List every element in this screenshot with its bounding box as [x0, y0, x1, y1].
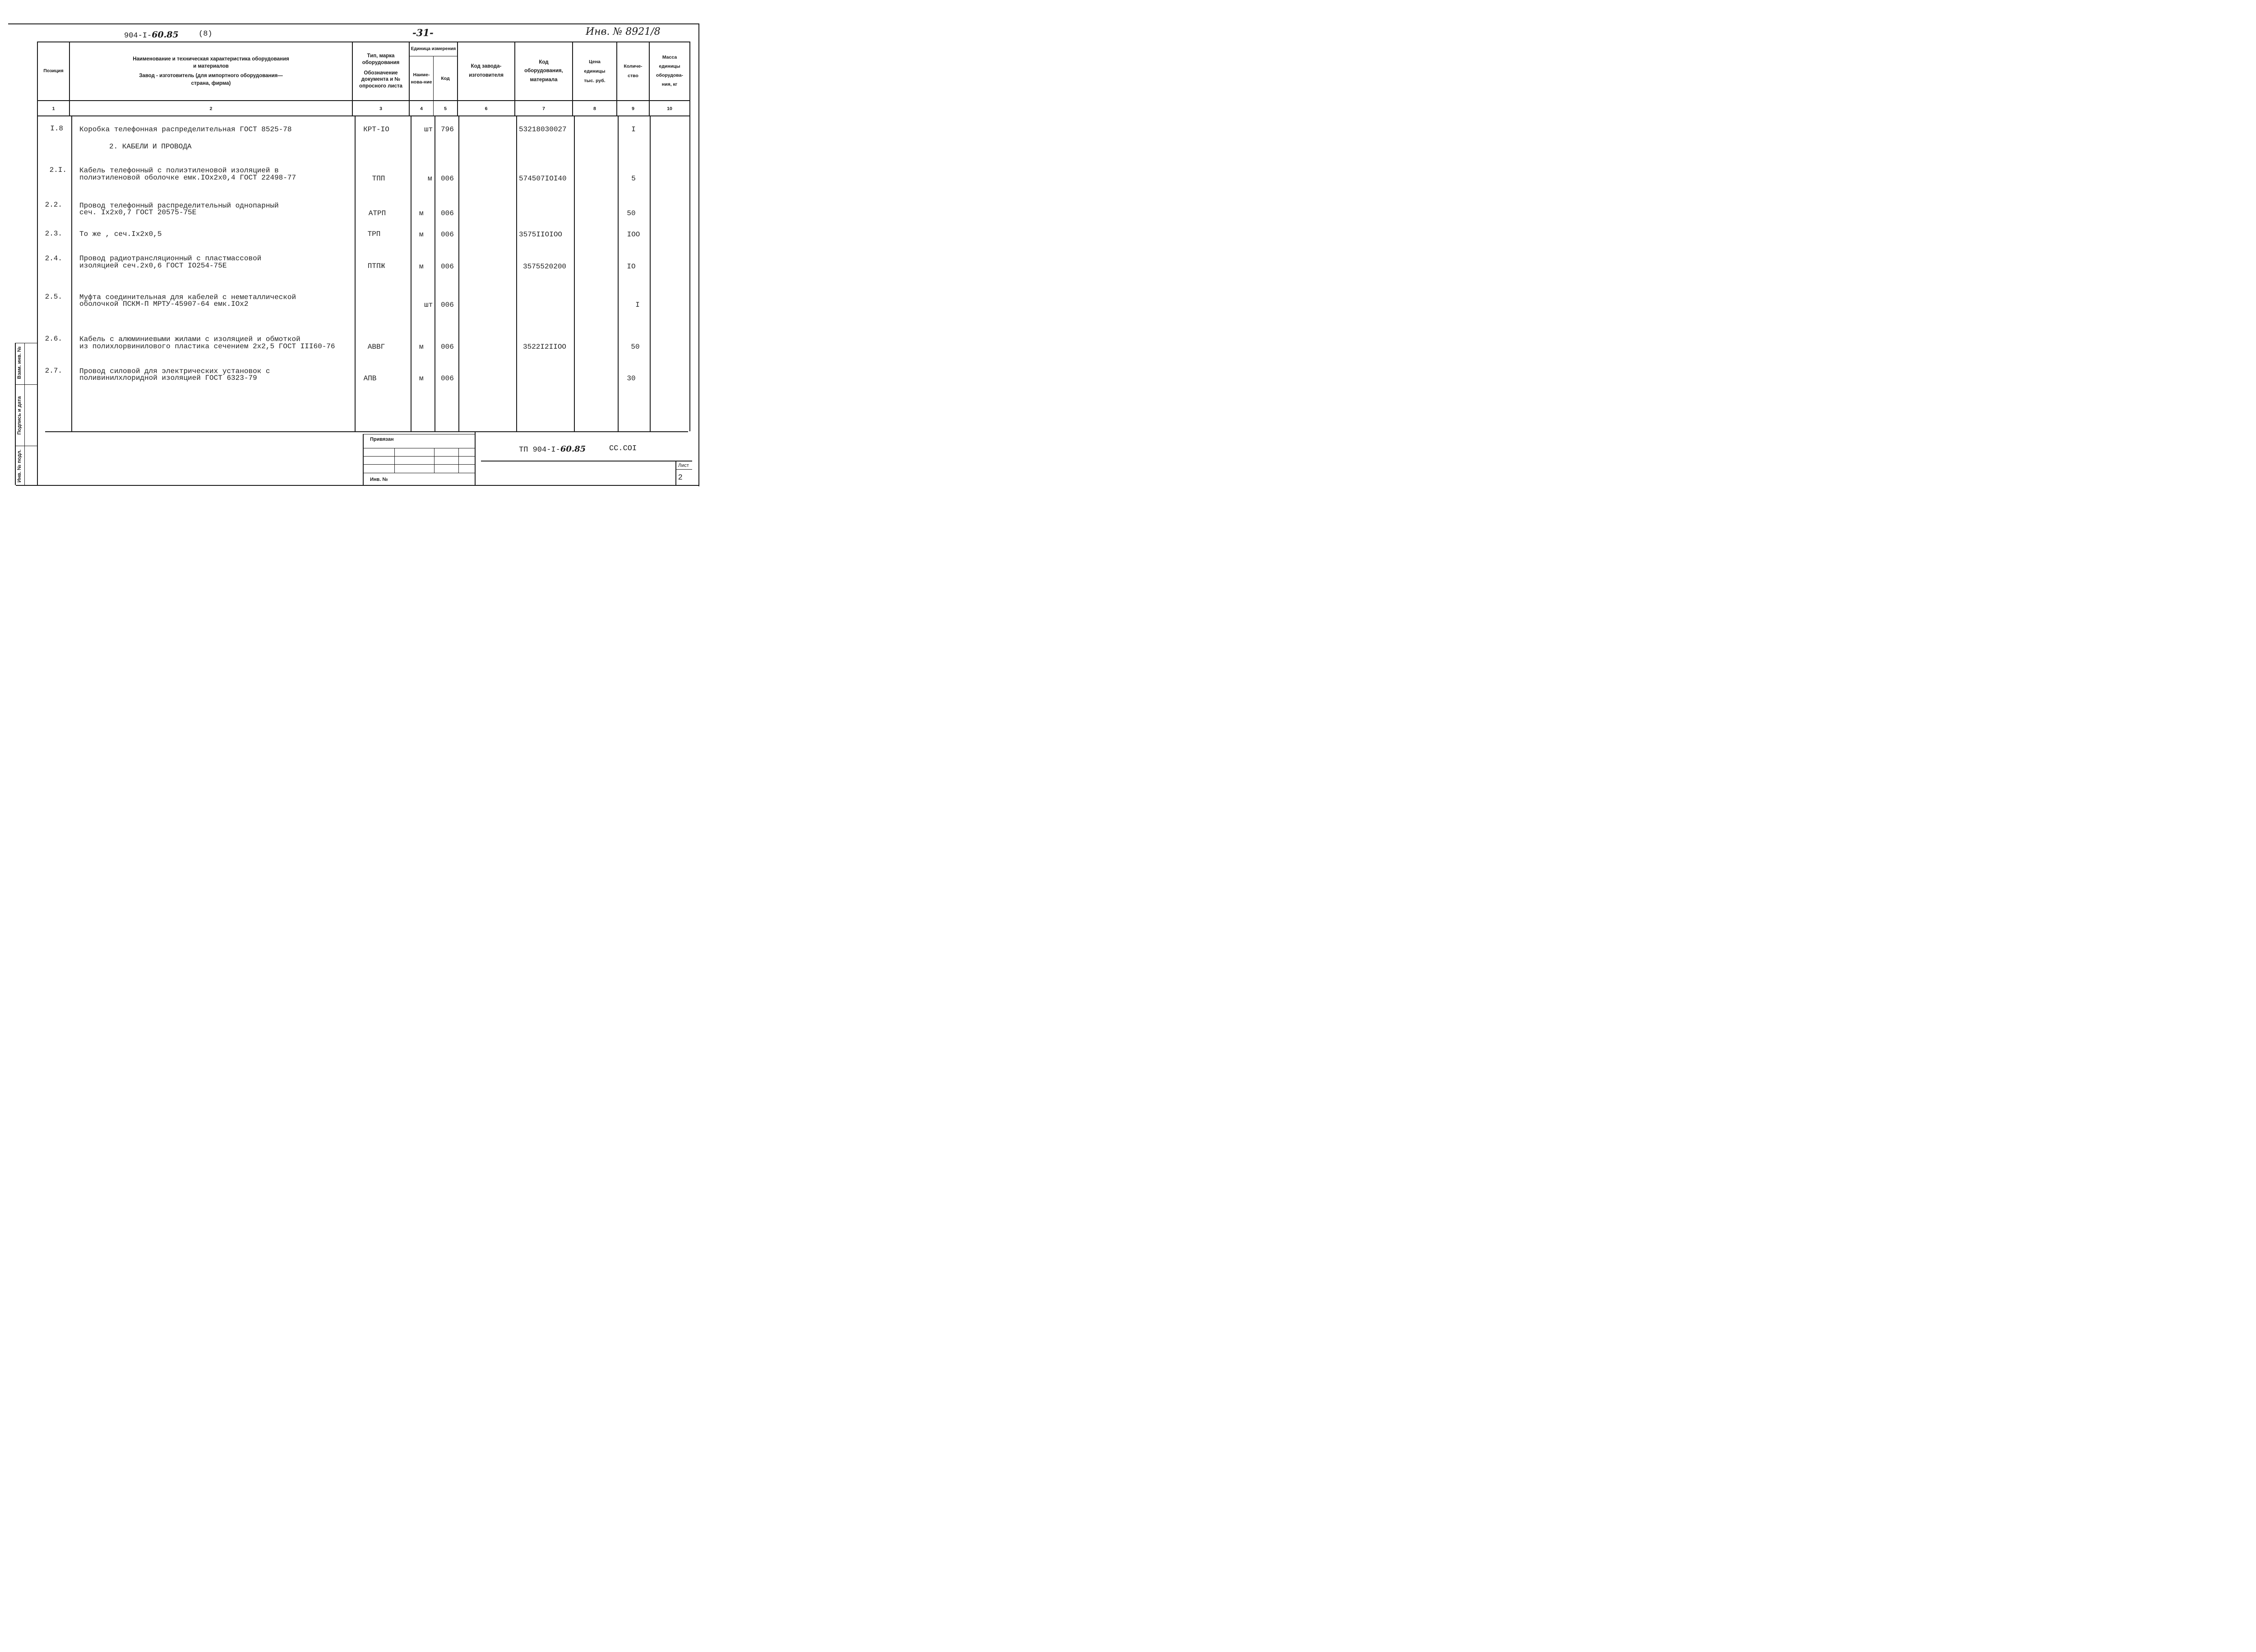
vline-7-body: [574, 116, 575, 431]
row-unit-code: 006: [441, 374, 454, 383]
row-unit: м: [428, 175, 432, 183]
row-type: КРТ-IO: [363, 125, 389, 134]
left-strip-sign-date: Подпись и дата: [17, 396, 22, 435]
row-item-code: 574507IOI40: [519, 175, 567, 183]
row-name-line1: Кабель с алюминиевыми жилами с изоляцией и обмоткой: [79, 335, 300, 343]
row-unit-code: 006: [441, 263, 454, 271]
row-position: 2.6.: [45, 335, 62, 343]
header-type-document: Обозначение документа и № опросного листа: [359, 70, 402, 89]
row-quantity: 30: [627, 374, 636, 383]
header-unit-code: Код: [441, 76, 450, 82]
row-name-line1: Провод телефонный распределительный однопарный: [79, 202, 279, 210]
row-unit-code: 006: [441, 209, 454, 217]
colnum-7: 7: [542, 106, 545, 111]
header-name-line1: Наименование и техническая характеристика оборудования: [133, 56, 289, 62]
row-unit-code: 006: [441, 175, 454, 183]
stamp-grid-vline-3: [458, 448, 459, 473]
row-item-code: 53218030027: [519, 125, 567, 134]
row-quantity: 50: [627, 209, 636, 217]
row-unit-code: 796: [441, 125, 454, 134]
left-strip-replace-inv: Взам. инв. №: [17, 346, 22, 379]
row-quantity: I: [631, 125, 636, 134]
row-item-code: 3522I2IIOO: [523, 343, 567, 351]
row-name-line2: сеч. Ix2x0,7 ГОСТ 20575-75Е: [79, 208, 197, 217]
row-unit-code: 006: [441, 343, 454, 351]
header-unit-name: Наиме-нова-ние: [411, 72, 432, 85]
stamp-doc-code-typed: ТП 904-I-: [519, 446, 560, 454]
left-strip-right-line: [37, 343, 38, 485]
row-unit-code: 006: [441, 301, 454, 309]
header-mass: Масса единицы оборудова-ния, кг: [656, 55, 683, 87]
header-item-code: Код оборудования, материала: [524, 59, 563, 83]
sheet-number: 2: [678, 473, 683, 481]
stamp-grid-vline-1: [394, 448, 395, 473]
stamp-left-box-right: [475, 432, 476, 485]
sheet-box-divider: [675, 469, 692, 470]
row-name-line2: изоляцией сеч.2x0,6 ГОСТ IO254-75Е: [79, 262, 227, 270]
row-position: I.8: [50, 125, 63, 133]
header-name: [70, 42, 352, 100]
row-name-line2: из полихлорвинилового пластика сечением 2x2,5 ГОСТ III60-76: [79, 342, 335, 351]
stamp-bound-label: Привязан: [370, 437, 394, 442]
row-unit: м: [419, 374, 424, 383]
row-item-code: 3575IIOIOO: [519, 231, 563, 239]
header-name-line3: Завод - изготовитель (для импортного оборудования—: [139, 73, 283, 78]
row-unit: шт: [424, 301, 433, 309]
row-type: АТРП: [368, 209, 386, 217]
doc-code-handwritten: 60.85: [152, 30, 179, 40]
row-type: ПТПЖ: [367, 262, 385, 270]
vline-5-body: [458, 116, 459, 431]
row-quantity: 50: [631, 343, 640, 351]
header-name-line2: и материалов: [193, 64, 229, 69]
vline-10-header: [689, 42, 690, 116]
vline-9-body: [650, 116, 651, 431]
header-name-line4: страна, фирма): [191, 80, 231, 86]
colnum-2: 2: [209, 106, 213, 111]
header-type-mark: Тип, марка оборудования: [362, 53, 400, 65]
header-unit-group: Единица измерения: [411, 46, 456, 51]
row-position: 2.4.: [45, 254, 62, 263]
header-price: Цена единицы тыс. руб.: [584, 59, 606, 83]
header-type: [353, 42, 409, 100]
row-unit: м: [419, 263, 424, 271]
row-type: АВВГ: [367, 343, 385, 351]
vline-1-body: [71, 116, 72, 431]
document-page: [0, 0, 704, 498]
sheet-box-left: [675, 461, 676, 485]
colnum-3: 3: [379, 106, 382, 111]
colnum-9: 9: [632, 106, 634, 111]
colnum-5: 5: [444, 106, 447, 111]
row-name-line2: оболочкой ПСКМ-П МРТУ-45907-64 емк.IOx2: [79, 300, 249, 308]
row-position: 2.I.: [49, 166, 67, 174]
sheet-label: Лист: [678, 463, 689, 468]
row-unit-code: 006: [441, 231, 454, 239]
colnum-bottom-line: [37, 115, 690, 116]
row-unit: м: [419, 343, 424, 351]
header-bottom-line: [37, 100, 690, 101]
row-name-line1: Коробка телефонная распределительная ГОСТ 8525-78: [79, 125, 292, 134]
top-frame-line: [8, 23, 698, 24]
row-type: АПВ: [363, 374, 377, 383]
row-quantity: IO: [627, 263, 636, 271]
row-quantity: 5: [631, 175, 636, 183]
row-position: 2.2.: [45, 201, 62, 209]
row-name-line1: Кабель телефонный с полиэтиленовой изоляцией в: [79, 166, 279, 175]
stamp-inv-label: Инв. №: [370, 477, 388, 482]
row-item-code: 3575520200: [523, 263, 567, 271]
row-name-line1: Провод радиотрансляционный с пластмассовой: [79, 254, 262, 263]
bottom-frame-line: [16, 485, 699, 486]
row-name-line1: Муфта соединительная для кабелей с неметаллической: [79, 293, 296, 301]
vline-8-body: [618, 116, 619, 431]
stamp-doc-code: [519, 444, 586, 454]
sheet-part: (8): [199, 30, 213, 38]
row-unit: шт: [424, 125, 433, 134]
vline-10-body: [689, 116, 690, 431]
header-factory-code: Код завода-изготовителя: [469, 64, 504, 78]
row-name-line2: поливинилхлоридной изоляцией ГОСТ 6323-79: [79, 374, 257, 382]
colnum-10: 10: [667, 106, 672, 111]
colnum-4: 4: [420, 106, 423, 111]
stamp-left-box-left: [363, 434, 364, 485]
row-position: 2.3.: [45, 230, 62, 238]
doc-code: [124, 30, 179, 40]
vline-6-body: [516, 116, 517, 431]
row-position: 2.7.: [45, 367, 62, 375]
vline-2-body: [355, 116, 356, 431]
page-number: -31-: [412, 27, 434, 38]
colnum-8: 8: [593, 106, 596, 111]
section-title: 2. КАБЕЛИ И ПРОВОДА: [109, 143, 192, 151]
header-quantity: Количе-ство: [624, 64, 643, 78]
stamp-top-line: [45, 431, 688, 432]
stamp-doc-code-handwritten: 60.85: [560, 444, 586, 454]
stamp-grid-vline-2: [434, 448, 435, 473]
row-name-line1: Провод силовой для электрических установок с: [79, 367, 270, 375]
doc-code-typed: 904-I-: [124, 32, 152, 40]
row-type: ТПП: [372, 175, 385, 183]
row-unit: м: [419, 231, 424, 239]
row-position: 2.5.: [45, 293, 62, 301]
header-position: Позиция: [43, 68, 64, 74]
row-quantity: IOO: [627, 231, 640, 239]
right-frame-line: [698, 23, 699, 486]
row-name-line2: полиэтиленовой оболочке емк.IOx2x0,4 ГОСТ 22498-77: [79, 174, 296, 182]
colnum-1: 1: [52, 106, 55, 111]
stamp-doc-suffix: СС.COI: [609, 444, 637, 453]
left-strip-left-line: [15, 343, 16, 485]
inventory-number: Инв. № 8921/8: [586, 26, 661, 37]
row-type: ТРП: [367, 230, 381, 238]
colnum-6: 6: [485, 106, 488, 111]
left-strip-orig-inv: Инв. № подл.: [17, 449, 22, 483]
row-quantity: I: [635, 301, 640, 309]
left-strip-divider-inner: [24, 343, 25, 485]
row-unit: м: [419, 209, 424, 217]
row-name-line1: То же , сеч.Ix2x0,5: [79, 230, 162, 238]
